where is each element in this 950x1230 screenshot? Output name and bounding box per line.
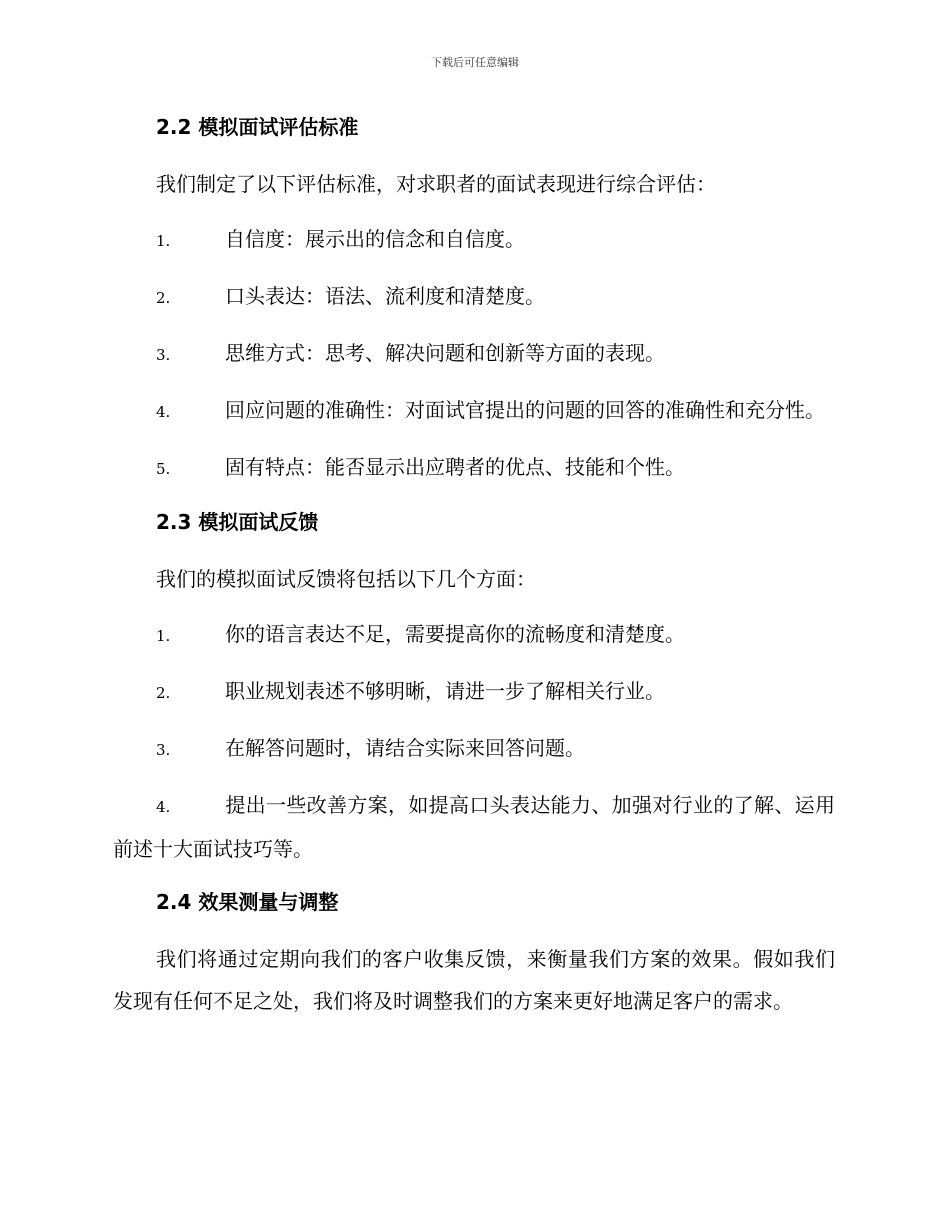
section-intro: 我们制定了以下评估标准，对求职者的面试表现进行综合评估： bbox=[156, 172, 716, 196]
list-item bbox=[113, 727, 835, 771]
list-item bbox=[113, 613, 835, 657]
list-number: 3. bbox=[156, 346, 171, 364]
list-text: 你的语言表达不足，需要提高你的流畅度和清楚度。 bbox=[225, 622, 685, 646]
document-body bbox=[113, 108, 835, 1035]
section-paragraph: 我们将通过定期向我们的客户收集反馈，来衡量我们方案的效果。假如我们发现有任何不足之处，我们将及时调整我们的方案来更好地满足客户的需求。 bbox=[113, 947, 835, 1013]
list-text: 自信度：展示出的信念和自信度。 bbox=[225, 227, 525, 251]
list-item bbox=[113, 218, 835, 262]
list-number: 4. bbox=[156, 798, 171, 816]
list-text: 回应问题的准确性：对面试官提出的问题的回答的准确性和充分性。 bbox=[225, 398, 825, 422]
list-item bbox=[113, 446, 835, 490]
list-text: 思维方式：思考、解决问题和创新等方面的表现。 bbox=[225, 341, 665, 365]
section-intro: 我们的模拟面试反馈将包括以下几个方面： bbox=[156, 567, 536, 591]
list-text: 口头表达：语法、流利度和清楚度。 bbox=[225, 284, 545, 308]
header-note: 下载后可任意编辑 bbox=[431, 56, 519, 69]
list-number: 1. bbox=[156, 232, 171, 250]
section-heading: 2.3 模拟面试反馈 bbox=[156, 510, 319, 534]
list-item bbox=[113, 389, 835, 433]
list-number: 3. bbox=[156, 741, 171, 759]
list-item bbox=[113, 784, 835, 870]
list-text: 提出一些改善方案，如提高口头表达能力、加强对行业的了解、运用前述十大面试技巧等。 bbox=[113, 793, 835, 861]
list-text: 职业规划表述不够明晰，请进一步了解相关行业。 bbox=[225, 679, 665, 703]
list-number: 1. bbox=[156, 627, 171, 645]
list-text: 在解答问题时，请结合实际来回答问题。 bbox=[225, 736, 585, 760]
list-number: 5. bbox=[156, 460, 171, 478]
list-number: 2. bbox=[156, 289, 171, 307]
list-number: 4. bbox=[156, 403, 171, 421]
list-item bbox=[113, 332, 835, 376]
list-item bbox=[113, 670, 835, 714]
list-number: 2. bbox=[156, 684, 171, 702]
list-text: 固有特点：能否显示出应聘者的优点、技能和个性。 bbox=[225, 455, 685, 479]
list-item bbox=[113, 275, 835, 319]
section-heading: 2.4 效果测量与调整 bbox=[156, 890, 339, 914]
section-heading: 2.2 模拟面试评估标准 bbox=[156, 115, 359, 139]
